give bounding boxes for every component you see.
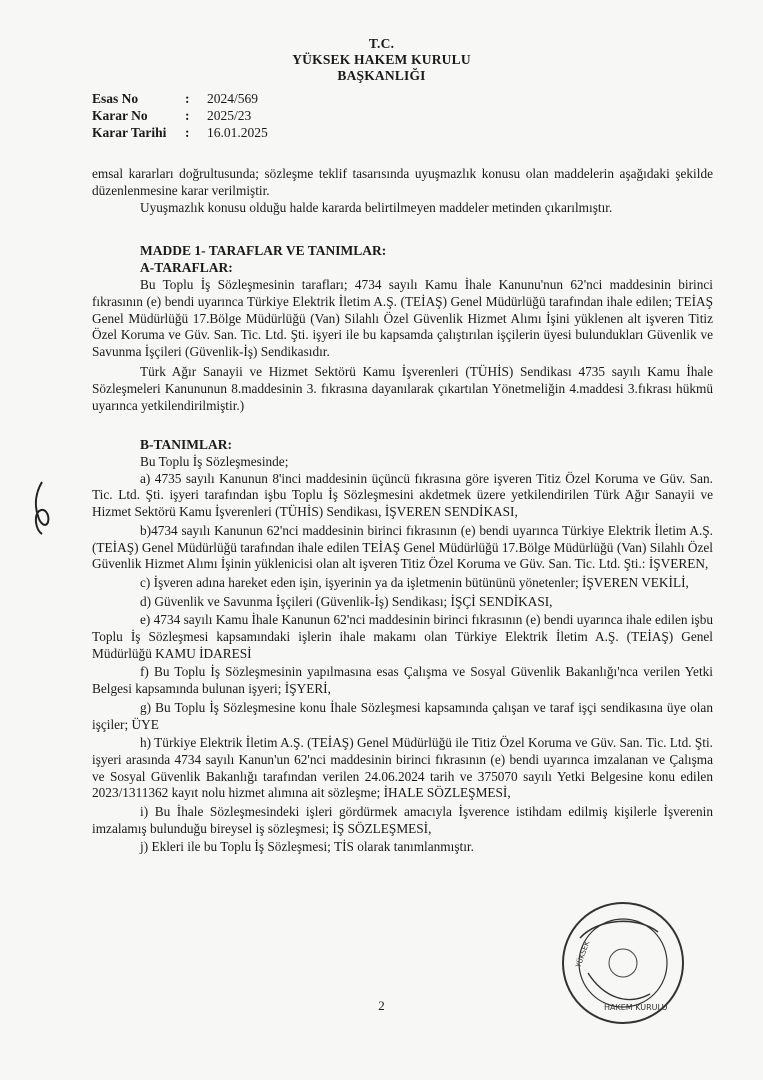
meta-value: 16.01.2025	[207, 125, 268, 140]
header-line-2: YÜKSEK HAKEM KURULU	[292, 52, 471, 67]
section-b-intro: Bu Toplu İş Sözleşmesinde;	[140, 454, 289, 469]
meta-label: Karar No	[92, 108, 148, 123]
definition-item-g: g) Bu Toplu İş Sözleşmesine konu İhale Sözleşmesi kapsamında çalışan ve taraf işçi sendikasına üye olan işçiler; ÜYE	[92, 699, 713, 732]
definition-item-j: j) Ekleri ile bu Toplu İş Sözleşmesi; TİS olarak tanımlanmıştır.	[140, 839, 474, 855]
meta-row-tarih	[92, 124, 268, 141]
header-line-1: T.C.	[368, 36, 395, 51]
meta-row-esas	[92, 90, 268, 107]
section-a-body	[92, 277, 713, 414]
definition-item-b: b)4734 sayılı Kanunun 62'nci maddesinin birinci fıkrasının (e) bendi uyarınca Türkiye Elektrik İletim A.Ş. (TEİAŞ) Genel Müdürlüğü tarafından ihale edilen TEİAŞ Genel Müdürlüğü 17.Bölge Müdürlüğü (Van) Silahlı Özel Güvenlik Hizmet Alımı İşinin yüklenicisi olan alt işveren Titiz Özel Koruma ve Güv. San. Tic. Ltd. Şti.: İŞVEREN,	[92, 522, 713, 572]
meta-label: Karar Tarihi	[92, 125, 167, 140]
case-meta	[92, 90, 268, 141]
section-a-title: A-TARAFLAR:	[140, 260, 233, 275]
intro-paragraph-2: Uyuşmazlık konusu olduğu halde kararda belirtilmeyen maddeler metinden çıkarılmıştır.	[140, 199, 613, 215]
handwritten-initial-icon	[28, 478, 56, 543]
definition-item-c: c) İşveren adına hareket eden işin, işyerinin ya da işletmenin bütününü yönetenler; İŞVEREN VEKİLİ,	[140, 574, 689, 590]
section-b-title: B-TANIMLAR:	[140, 437, 232, 452]
meta-value: 2024/569	[207, 91, 259, 106]
definition-item-i: i) Bu İhale Sözleşmesindeki işleri gördürmek amacıyla İşverence istihdam edilmiş kişilerle İşverenin imzalamış bulunduğu bireysel iş sözleşmesi; İŞ SÖZLEŞMESİ,	[92, 804, 713, 836]
definition-item-a: a) 4735 sayılı Kanunun 8'inci maddesinin üçüncü fıkrasına göre işveren Titiz Özel Koruma ve Güv. San. Tic. Ltd. Şti. işyeri tarafından işbu Toplu İş Sözleşmesini akdetmek üzere yetkilendirilen Türk Ağır Sanayii ve Hizmet Sektörü Kamu İşverenleri (TÜHİS) Sendikası, İŞVEREN SENDİKASI,	[92, 470, 713, 520]
meta-sep: :	[185, 108, 190, 123]
meta-sep: :	[185, 125, 190, 140]
definition-item-h: h) Türkiye Elektrik İletim A.Ş. (TEİAŞ) Genel Müdürlüğü ile Titiz Özel Koruma ve Güv. San. Tic. Ltd. Şti. işyeri arasında 4734 sayılı Kanun'un 62'nci maddesinin birinci fıkrasının (e) bendi uyarınca imzalanan ve Çalışma ve Sosyal Güvenlik Bakanlığı tarafından verilen 24.06.2024 tarih ve 375070 sayılı Yetki Belgesine konu edilen 2023/1311362 kayıt nolu hizmet alımına ait sözleşme; İHALE SÖZLEŞMESİ,	[92, 735, 713, 801]
definition-item-d: d) Güvenlik ve Savunma İşçileri (Güvenlik-İş) Sendikası; İŞÇİ SENDİKASI,	[140, 593, 553, 609]
svg-text:YÜKSEK: YÜKSEK	[574, 940, 592, 969]
section-a-paragraph-2: Türk Ağır Sanayii ve Hizmet Sektörü Kamu İşverenleri (TÜHİS) Sendikası 4735 sayılı Kamu İhale Sözleşmeleri Kanununun 8.maddesinin 3. fıkrasına dayanılarak çıkartılan Yönetmeliğin 4.maddesi 3.fıkrası hükmü uyarınca yetkilendirilmiştir.)	[92, 363, 713, 413]
meta-label: Esas No	[92, 91, 139, 106]
intro-paragraph-1: emsal kararları doğrultusunda; sözleşme teklif tasarısında uyuşmazlık konusu olan maddelerin aşağıdaki şekilde düzenlenmesine karar verilmiştir.	[92, 166, 713, 198]
meta-row-karar	[92, 107, 268, 124]
section-b-body	[92, 454, 713, 856]
meta-value: 2025/23	[207, 108, 252, 123]
section-a-paragraph-1: Bu Toplu İş Sözleşmesinin tarafları; 4734 sayılı Kamu İhale Kanunu'nun 62'nci maddesinin birinci fıkrasının (e) bendi uyarınca Türkiye Elektrik İletim A.Ş. (TEİAŞ) Genel Müdürlüğü tarafından ihale edilen; TEİAŞ Genel Müdürlüğü 17.Bölge Müdürlüğü (Van) Silahlı Özel Güvenlik Hizmet Alımı İşini yüklenen alt işveren Titiz Özel Koruma ve Güv. San. Tic. Ltd. Şti. işyeri ile bu kapsamda çalıştırılan işçilerin üyesi bulundukları Güvenlik ve Savunma İşçileri (Güvenlik-İş) Sendikasıdır.	[92, 277, 713, 360]
header-line-3: BAŞKANLIĞI	[337, 68, 426, 83]
definition-item-e: e) 4734 sayılı Kamu İhale Kanunun 62'nci maddesinin birinci fıkrasının (e) bendi uyarınca ihale edilen işbu Toplu İş Sözleşmesi kapsamındaki işlerin ihale makamı olan Türkiye Elektrik İletim A.Ş. (TEİAŞ) Genel Müdürlüğü KAMU İDARESİ	[92, 612, 713, 661]
svg-text:HAKEM KURULU: HAKEM KURULU	[604, 1003, 668, 1012]
definition-item-f: f) Bu Toplu İş Sözleşmesinin yapılmasına esas Çalışma ve Sosyal Güvenlik Bakanlığı'nca verilen Yetki Belgesi kapsamında bulunan işyeri; İŞYERİ,	[92, 664, 713, 697]
meta-sep: :	[185, 91, 190, 106]
article-title: MADDE 1- TARAFLAR VE TANIMLAR:	[140, 243, 387, 258]
intro-section	[92, 166, 713, 216]
page-number: 2	[378, 998, 385, 1013]
